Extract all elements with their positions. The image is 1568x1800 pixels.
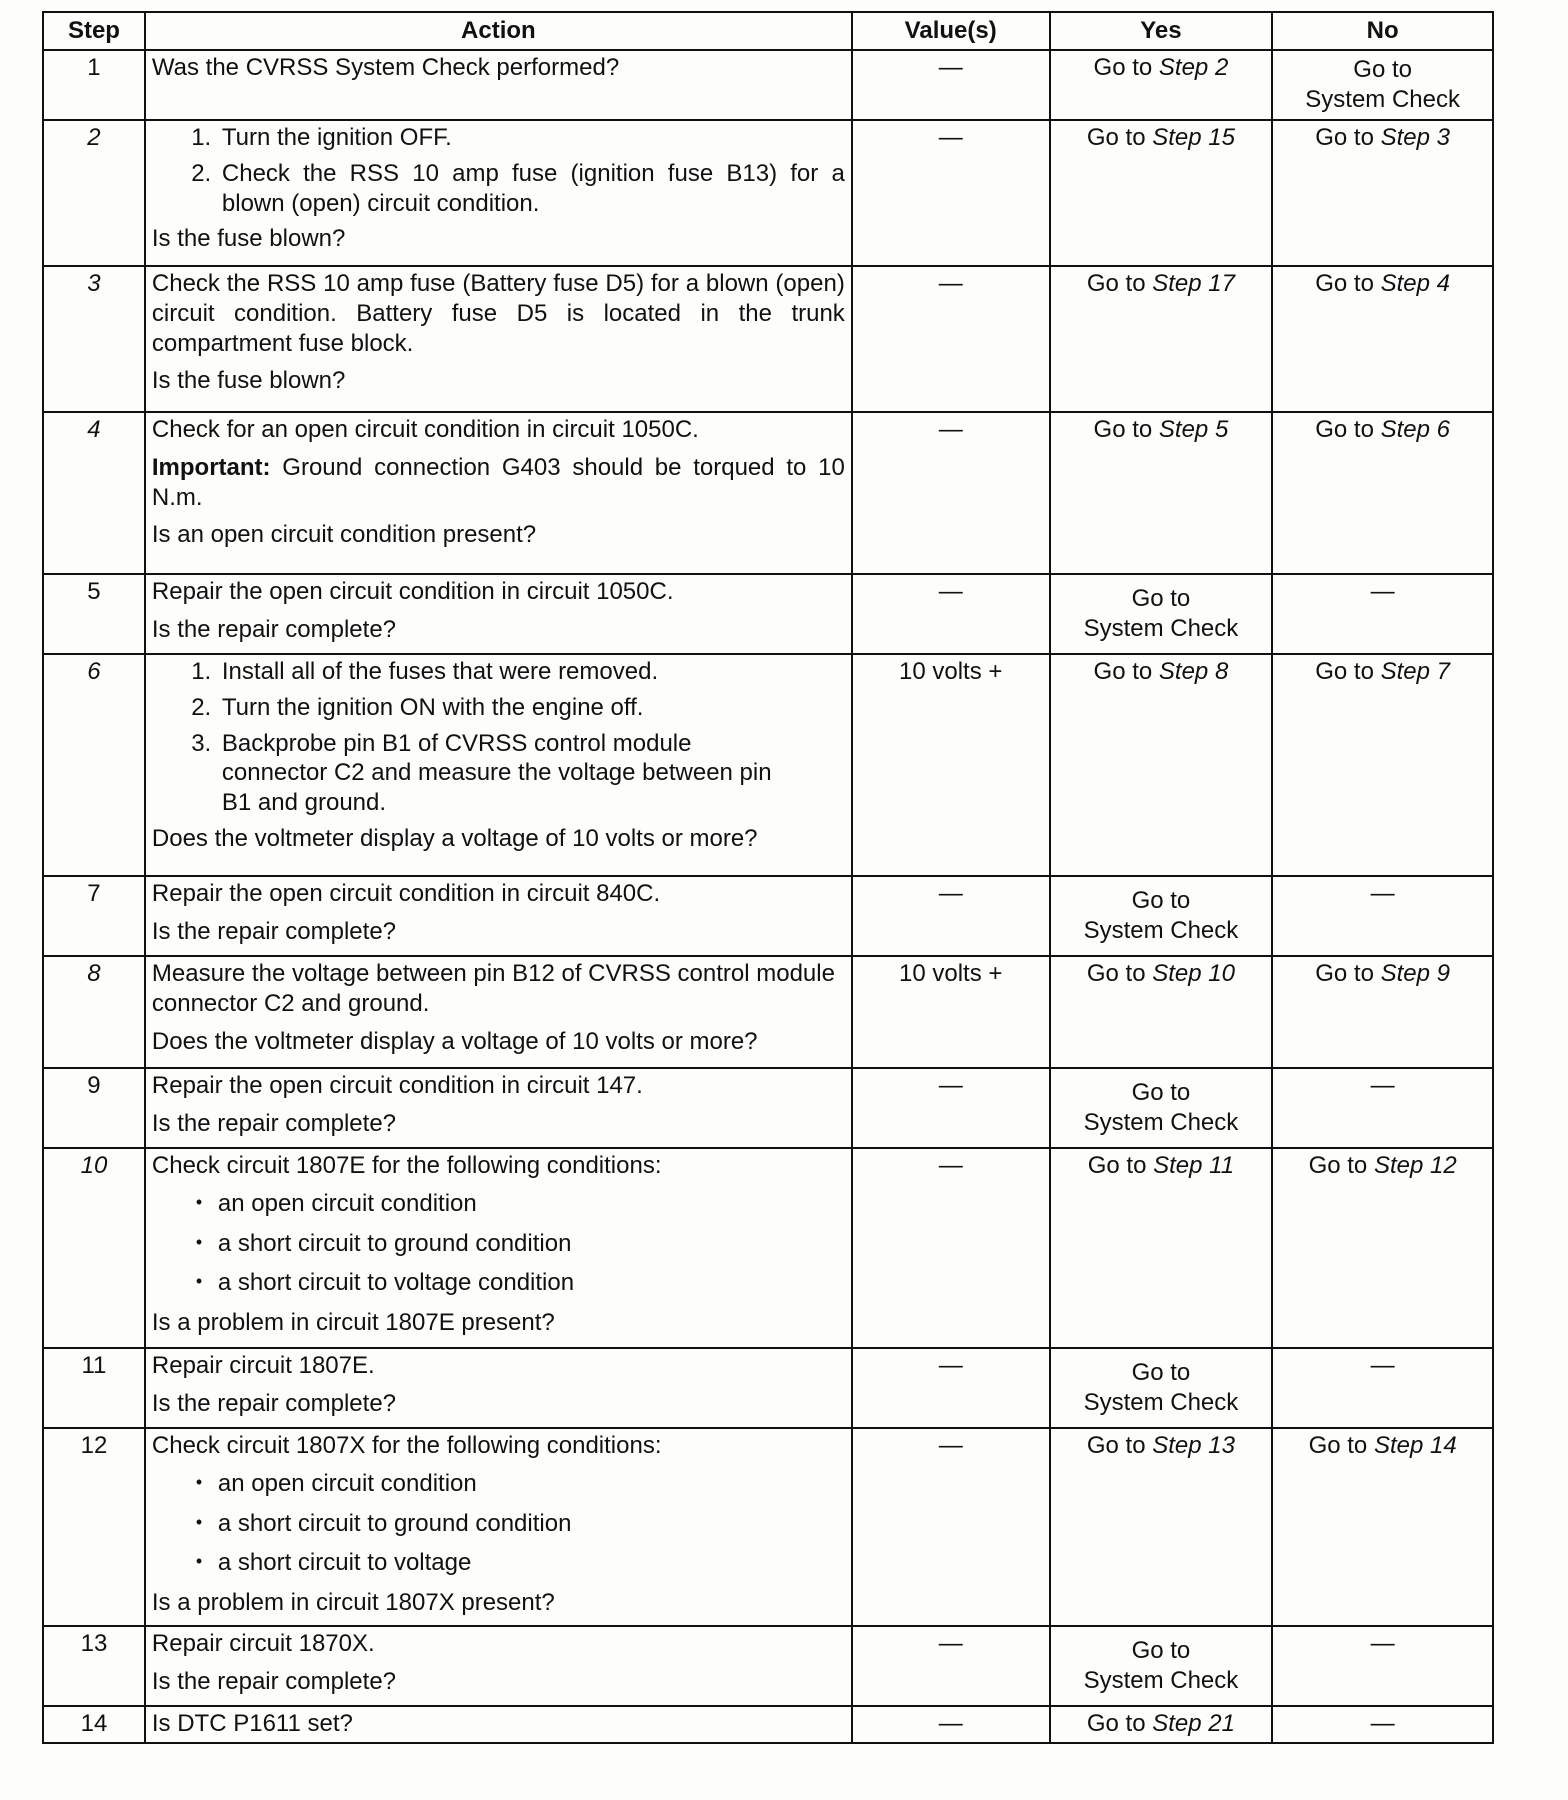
table-header-row [43,12,1493,50]
action-text: Check for an open circuit condition in circuit 1050C. [151,416,699,443]
goto-step-link: Step 9 [1380,960,1451,987]
goto-text: Go to [1315,270,1381,297]
list-item: 2. Turn the ignition ON with the engine off. [218,693,785,723]
value-cell: 10 volts + [852,956,1050,1068]
goto-text: Go to [1093,54,1159,81]
action-question: Is the repair complete? [151,1389,397,1417]
action-cell [145,50,852,120]
goto-target: System Check [1305,85,1460,113]
action-text: Repair the open circuit condition in circuit 840C. [151,880,661,907]
goto-text: Go to [1315,658,1381,685]
action-cell [145,412,852,574]
yes-cell [1050,574,1273,654]
no-cell [1272,956,1493,1068]
table-row [43,1148,1493,1348]
table-row [43,654,1493,876]
value-cell: — [852,1148,1050,1348]
value-cell: — [852,876,1050,956]
action-cell [145,120,852,266]
table-row [43,1348,1493,1428]
yes-cell [1050,876,1273,956]
action-cell [145,266,852,412]
value-cell: — [852,412,1050,574]
action-question: Is the repair complete? [151,1109,397,1137]
action-question: Is the fuse blown? [151,225,346,253]
list-item: • an open circuit condition [218,1189,845,1219]
bullet-list [152,1189,845,1298]
action-question: Is the repair complete? [151,615,397,643]
yes-cell [1050,120,1273,266]
yes-cell [1050,266,1273,412]
no-cell [1272,50,1493,120]
no-cell [1272,1148,1493,1348]
action-question: Is DTC P1611 set? [151,1710,353,1737]
list-item: 2. Check the RSS 10 amp fuse (ignition fuse B13) for a blown (open) circuit condition. [218,159,845,219]
action-cell [145,1148,852,1348]
action-question: Was the CVRSS System Check performed? [151,54,620,81]
header-no: No [1272,12,1493,50]
step-number: 6 [43,654,145,876]
list-item: • an open circuit condition [218,1469,845,1499]
list-item: • a short circuit to ground condition [218,1509,845,1539]
header-action: Action [145,12,852,50]
action-text: Repair the open circuit condition in circuit 1050C. [151,578,674,605]
value-cell: — [852,1428,1050,1626]
step-number: 4 [43,412,145,574]
goto-text: Go to [1131,584,1191,612]
yes-cell [1050,1706,1273,1743]
list-item: • a short circuit to ground condition [218,1229,845,1259]
goto-step-link: Step 12 [1373,1152,1457,1179]
value-cell: — [852,1706,1050,1743]
action-text: Repair circuit 1870X. [151,1630,375,1657]
goto-text: Go to [1086,1432,1153,1459]
step-number: 14 [43,1706,145,1743]
action-text: Repair the open circuit condition in circuit 147. [151,1072,643,1099]
step-number: 10 [43,1148,145,1348]
numbered-list [152,123,845,218]
step-number: 3 [43,266,145,412]
step-number: 8 [43,956,145,1068]
no-cell [1272,266,1493,412]
action-cell [145,654,852,876]
action-cell [145,574,852,654]
value-cell: — [852,50,1050,120]
value-cell: — [852,266,1050,412]
table-row [43,1428,1493,1626]
goto-step-link: Step 6 [1380,416,1451,443]
action-question: Is the repair complete? [151,917,397,945]
goto-step-link: Step 11 [1153,1152,1235,1179]
goto-step-link: Step 4 [1380,270,1451,297]
goto-step-link: Step 14 [1373,1432,1457,1459]
value-cell: 10 volts + [852,654,1050,876]
goto-step-link: Step 3 [1380,124,1451,151]
step-number: 1 [43,50,145,120]
table-row [43,412,1493,574]
goto-step-link: Step 15 [1152,124,1235,151]
header-step: Step [43,12,145,50]
goto-target: System Check [1083,1388,1239,1416]
header-yes: Yes [1050,12,1273,50]
bullet-list [152,1469,845,1578]
table-row [43,1706,1493,1743]
goto-text: Go to [1086,1710,1153,1737]
goto-text: Go to [1315,960,1381,987]
no-cell [1272,654,1493,876]
goto-text: Go to [1353,55,1412,83]
action-cell [145,876,852,956]
value-cell: — [852,1626,1050,1706]
goto-step-link: Step 8 [1158,658,1229,685]
action-cell [145,956,852,1068]
table-row [43,120,1493,266]
action-cell [145,1428,852,1626]
value-cell: — [852,120,1050,266]
no-cell [1272,1428,1493,1626]
goto-text: Go to [1093,416,1159,443]
step-number: 5 [43,574,145,654]
yes-cell [1050,956,1273,1068]
no-cell [1272,412,1493,574]
goto-text: Go to [1086,270,1153,297]
header-values: Value(s) [852,12,1050,50]
step-number: 12 [43,1428,145,1626]
goto-text: Go to [1086,124,1153,151]
yes-cell [1050,1428,1273,1626]
step-number: 11 [43,1348,145,1428]
goto-step-link: Step 10 [1152,960,1235,987]
action-question: Is an open circuit condition present? [151,521,537,549]
goto-text: Go to [1093,658,1159,685]
goto-text: Go to [1131,1358,1191,1386]
action-question: Is a problem in circuit 1807X present? [151,1589,555,1616]
goto-text: Go to [1131,1636,1191,1664]
no-cell: — [1272,1626,1493,1706]
no-cell: — [1272,574,1493,654]
goto-step-link: Step 7 [1380,658,1451,685]
step-number: 7 [43,876,145,956]
no-cell: — [1272,1068,1493,1148]
list-item: 1. Turn the ignition OFF. [218,123,845,153]
goto-target: System Check [1083,916,1239,944]
action-cell [145,1626,852,1706]
table-row [43,574,1493,654]
goto-text: Go to [1315,416,1381,443]
yes-cell [1050,50,1273,120]
action-cell [145,1348,852,1428]
no-cell: — [1272,1706,1493,1743]
value-cell: — [852,1068,1050,1148]
action-text: Repair circuit 1807E. [151,1352,375,1379]
yes-cell [1050,1626,1273,1706]
yes-cell [1050,1148,1273,1348]
table-row [43,50,1493,120]
goto-text: Go to [1308,1432,1374,1459]
step-number: 2 [43,120,145,266]
goto-step-link: Step 21 [1152,1710,1235,1737]
goto-step-link: Step 13 [1152,1432,1235,1459]
goto-text: Go to [1131,886,1191,914]
action-cell [145,1068,852,1148]
no-cell [1272,120,1493,266]
goto-step-link: Step 17 [1152,270,1235,297]
goto-target: System Check [1083,1108,1239,1136]
diagnostic-table [42,11,1494,1744]
numbered-list [152,657,845,818]
action-text: Check circuit 1807X for the following conditions: [151,1432,662,1459]
yes-cell [1050,654,1273,876]
step-number: 13 [43,1626,145,1706]
goto-text: Go to [1315,124,1381,151]
goto-text: Go to [1131,1078,1191,1106]
list-item: 3. Backprobe pin B1 of CVRSS control module connector C2 and measure the voltage between pin B1 and ground. [218,729,785,818]
goto-target: System Check [1083,614,1239,642]
goto-text: Go to [1086,960,1153,987]
goto-target: System Check [1083,1666,1239,1694]
table-row [43,1626,1493,1706]
list-item: 1. Install all of the fuses that were removed. [218,657,785,687]
goto-step-link: Step 2 [1158,54,1229,81]
action-question: Is the repair complete? [151,1667,397,1695]
action-question: Does the voltmeter display a voltage of 10 volts or more? [151,824,758,852]
value-cell: — [852,574,1050,654]
action-question: Is a problem in circuit 1807E present? [151,1309,555,1336]
list-item: • a short circuit to voltage [218,1548,845,1578]
table-row [43,876,1493,956]
step-number: 9 [43,1068,145,1148]
action-text: Measure the voltage between pin B12 of CVRSS control module connector C2 and ground. [151,960,835,1017]
table-row [43,266,1493,412]
action-cell [145,1706,852,1743]
yes-cell [1050,1068,1273,1148]
goto-text: Go to [1308,1152,1374,1179]
action-question: Is the fuse blown? [151,367,346,395]
goto-step-link: Step 5 [1158,416,1229,443]
action-question: Does the voltmeter display a voltage of 10 volts or more? [151,1027,758,1055]
action-text: Check the RSS 10 amp fuse (Battery fuse D5) for a blown (open) circuit condition. Battery fuse D5 is located in the trunk compartment fuse block. [151,270,845,357]
important-text: Ground connection G403 should be torqued to 10 N.m. [151,453,845,511]
table-row [43,1068,1493,1148]
yes-cell [1050,412,1273,574]
action-text: Check circuit 1807E for the following conditions: [151,1152,662,1179]
important-label: Important: [151,453,271,481]
value-cell: — [852,1348,1050,1428]
no-cell: — [1272,876,1493,956]
goto-text: Go to [1087,1152,1154,1179]
list-item: • a short circuit to voltage condition [218,1268,845,1298]
important-note [152,453,845,513]
no-cell: — [1272,1348,1493,1428]
table-row [43,956,1493,1068]
yes-cell [1050,1348,1273,1428]
